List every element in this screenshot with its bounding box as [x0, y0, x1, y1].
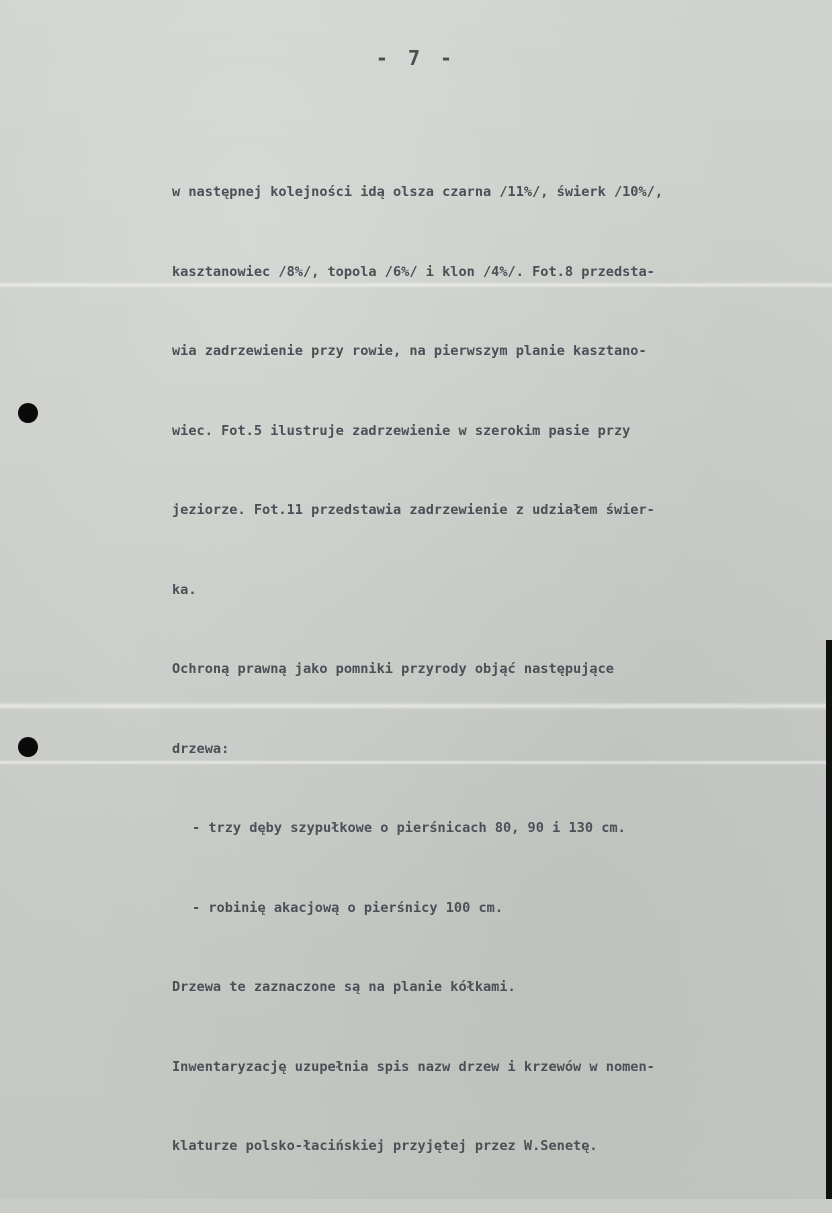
text-line: Inwentaryzację uzupełnia spis nazw drzew i krzewów w nomen-: [172, 1058, 655, 1075]
text-line: drzewa:: [172, 740, 230, 757]
text-line: w następnej kolejności idą olsza czarna /11%/, świerk /10%/,: [172, 184, 664, 200]
punch-hole-icon: [18, 737, 38, 757]
document-body: [172, 126, 822, 1213]
text-line: Drzewa te zaznaczone są na planie kółkami.: [172, 979, 516, 995]
text-line: Ochroną prawną jako pomniki przyrody objąć następujące: [172, 661, 614, 677]
text-line: jeziorze. Fot.11 przedstawia zadrzewienie z udziałem świer-: [172, 502, 655, 518]
list-item: - trzy dęby szypułkowe o pierśnicach 80, 90 i 130 cm.: [192, 820, 626, 836]
page-number: - 7 -: [375, 46, 457, 70]
text-line: wiec. Fot.5 ilustruje zadrzewienie w szerokim pasie przy: [172, 422, 631, 439]
text-line: kasztanowiec /8%/, topola /6%/ i klon /4%/. Fot.8 przedsta-: [172, 263, 655, 280]
list-item: - robinię akacjową o pierśnicy 100 cm.: [192, 899, 503, 916]
text-line: klaturze polsko-łacińskiej przyjętej przez W.Senetę.: [172, 1138, 598, 1154]
punch-hole-icon: [18, 403, 38, 423]
text-line: ka.: [172, 581, 197, 598]
text-line: wia zadrzewienie przy rowie, na pierwszym planie kasztano-: [172, 343, 647, 359]
scan-edge-shadow: [826, 640, 832, 1199]
